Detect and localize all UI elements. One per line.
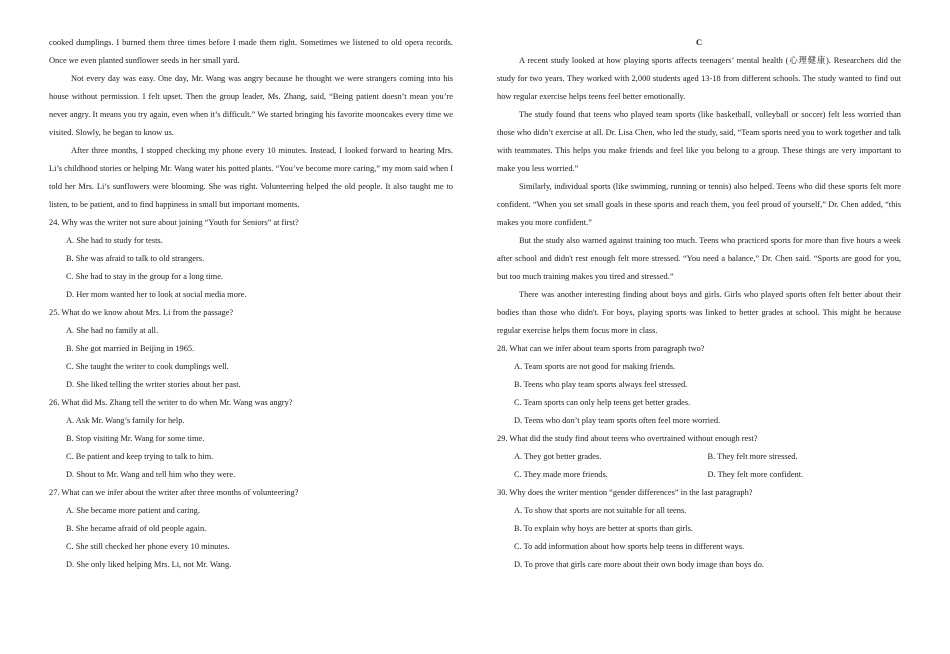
passage-heading: C (695, 38, 703, 47)
option-a: A. She had no family at all. (66, 326, 159, 335)
option-a: A. Team sports are not good for making friends. (514, 362, 676, 371)
question-29 (497, 430, 901, 484)
left-column (49, 34, 453, 574)
option-c: C. Be patient and keep trying to talk to him. (66, 452, 214, 461)
option-b: B. Stop visiting Mr. Wang for some time. (66, 434, 205, 443)
option-c: C. To add information about how sports help teens in different ways. (514, 542, 745, 551)
question-30 (497, 484, 901, 574)
option-d: D. Her mom wanted her to look at social media more. (66, 290, 247, 299)
option-row (497, 448, 901, 466)
option-b: B. Teens who play team sports always feel stressed. (514, 380, 688, 389)
passage-paragraph: A recent study looked at how playing sports affects teenagers’ mental health (心理健康). Researchers did the study for two years. They worked with 2,000 students aged 13-18 from different schools. The study wanted to find out how regular exercise helps teens feel better emotionally. (497, 56, 901, 101)
option-d: D. She liked telling the writer stories about her past. (66, 380, 241, 389)
passage-paragraph: But the study also warned against training too much. Teens who practiced sports for more than five hours a week after school and didn't rest enough felt more stressed. “You need a balance,” Dr. Chen said. “Sports are good for you, but too much training makes you tired and stressed.” (497, 236, 901, 281)
question-25 (49, 304, 453, 394)
option-d: D. Teens who don’t play team sports often feel more worried. (514, 416, 721, 425)
question-stem: 25. What do we know about Mrs. Li from the passage? (49, 308, 234, 317)
option-b: B. She got married in Beijing in 1965. (66, 344, 195, 353)
option-a: A. She became more patient and caring. (66, 506, 200, 515)
question-stem: 26. What did Ms. Zhang tell the writer to do when Mr. Wang was angry? (49, 398, 293, 407)
right-column (497, 34, 901, 574)
question-stem: 29. What did the study find about teens who overtrained without enough rest? (497, 434, 758, 443)
option-b: B. She was afraid to talk to old strangers. (66, 254, 205, 263)
passage-paragraph: cooked dumplings. I burned them three times before I made them right. Sometimes we listened to old opera records. Once we even planted sunflower seeds in her small yard. (49, 38, 453, 65)
option-a: A. Ask Mr. Wang’s family for help. (66, 416, 185, 425)
passage-paragraph: After three months, I stopped checking my phone every 10 minutes. Instead, I looked forward to hearing Mrs. Li’s childhood stories or helping Mr. Wang water his potted plants. “You’ve become more caring,” my mom said when I told her Mrs. Li’s sunflowers were blooming. She was right. Volunteering helped the old people. It also taught me to listen, to be patient, and to find happiness in small but important moments. (49, 146, 453, 209)
option-d: D. She only liked helping Mrs. Li, not Mr. Wang. (66, 560, 232, 569)
option-b: B. They felt more stressed. (707, 452, 798, 461)
question-28 (497, 340, 901, 430)
question-27 (49, 484, 453, 574)
option-c: C. She had to stay in the group for a long time. (66, 272, 224, 281)
question-24 (49, 214, 453, 304)
option-c: C. They made more friends. (514, 470, 608, 479)
passage-paragraph: Not every day was easy. One day, Mr. Wang was angry because he thought we were strangers coming into his house without permission. I felt upset. Then the group leader, Ms. Zhang, said, “Being patient doesn’t mean you’re never angry. It means you try again, even when it’s difficult.” We started bringing his favorite mooncakes every time we visited. Slowly, he began to know us. (49, 74, 453, 137)
question-stem: 24. Why was the writer not sure about joining “Youth for Seniors” at first? (49, 218, 299, 227)
option-b: B. She became afraid of old people again. (66, 524, 207, 533)
option-a: A. They got better grades. (514, 452, 602, 461)
option-c: C. She taught the writer to cook dumplings well. (66, 362, 229, 371)
passage-paragraph: There was another interesting finding about boys and girls. Girls who played sports often felt better about their bodies than those who didn't. For boys, playing sports was linked to better grades at school. This might be because regular exercise helps them focus more in class. (497, 290, 901, 335)
passage-paragraph: The study found that teens who played team sports (like basketball, volleyball or soccer) felt less worried than those who didn’t exercise at all. Dr. Lisa Chen, who led the study, said, “Team sports need you to work together and talk with teammates. This helps you make friends and feel like you belong to a group. These things are very important to make you less worried.” (497, 110, 901, 173)
option-c: C. She still checked her phone every 10 minutes. (66, 542, 230, 551)
passage-paragraph: Similarly, individual sports (like swimming, running or tennis) also helped. Teens who did these sports felt more confident. “When you set small goals in these sports and reach them, you feel proud of yourself,” Dr. Chen added, “this makes you more confident.” (497, 182, 901, 227)
question-stem: 28. What can we infer about team sports from paragraph two? (497, 344, 705, 353)
option-d: D. Shout to Mr. Wang and tell him who they were. (66, 470, 236, 479)
option-a: A. She had to study for tests. (66, 236, 163, 245)
option-d: D. To prove that girls care more about their own body image than boys do. (514, 560, 764, 569)
option-row (497, 466, 901, 484)
option-c: C. Team sports can only help teens get better grades. (514, 398, 691, 407)
option-d: D. They felt more confident. (707, 470, 804, 479)
question-26 (49, 394, 453, 484)
option-b: B. To explain why boys are better at sports than girls. (514, 524, 693, 533)
question-stem: 27. What can we infer about the writer after three months of volunteering? (49, 488, 299, 497)
question-stem: 30. Why does the writer mention “gender differences” in the last paragraph? (497, 488, 753, 497)
option-a: A. To show that sports are not suitable for all teens. (514, 506, 687, 515)
